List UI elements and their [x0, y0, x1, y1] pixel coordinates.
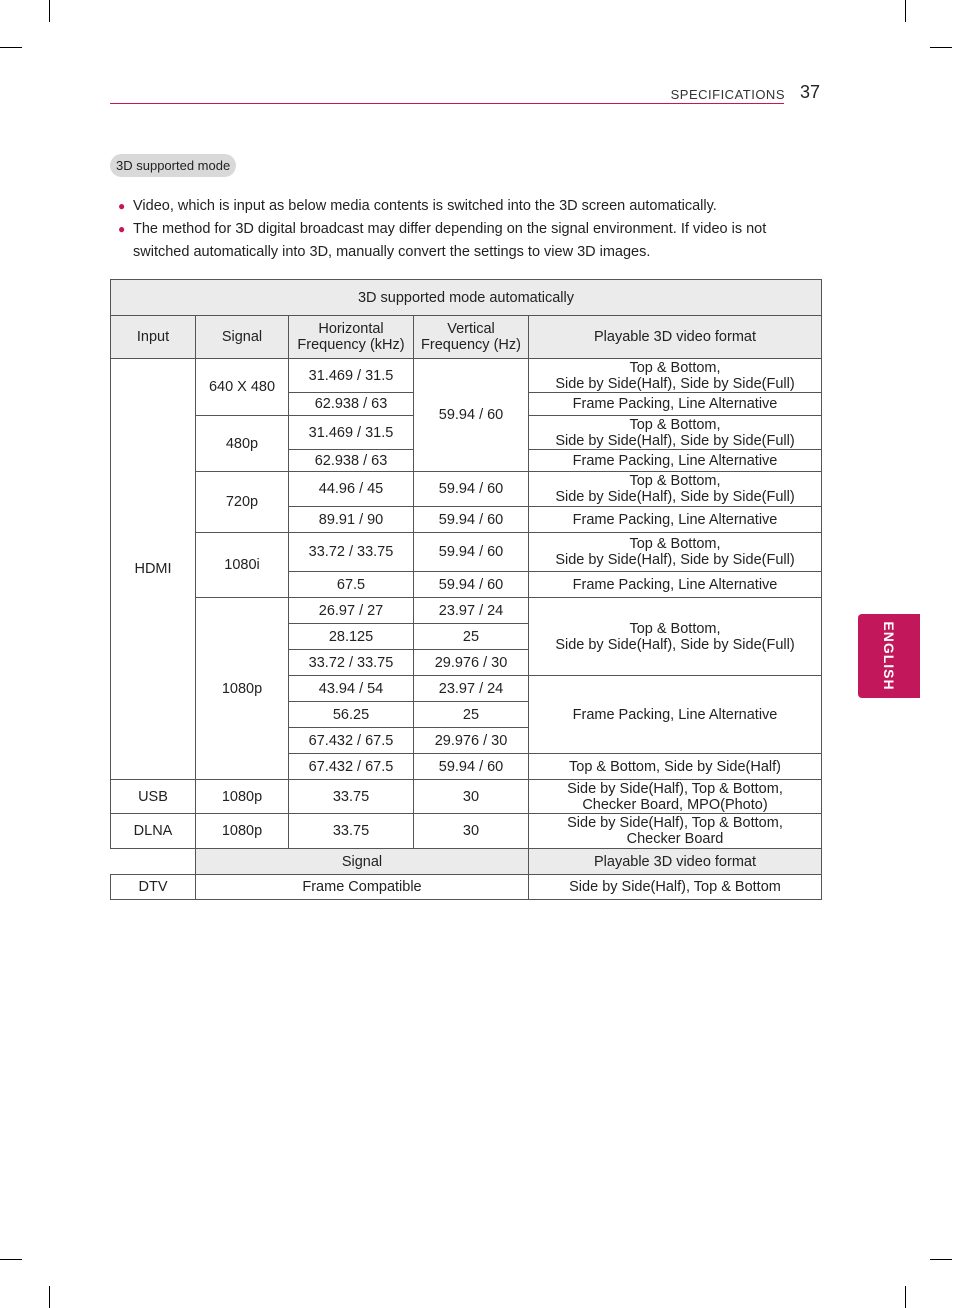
format-line: Side by Side(Half), Side by Side(Full) [555, 489, 795, 505]
hfreq-cell: 28.125 [289, 624, 414, 650]
bullet-dot-icon: ● [118, 199, 126, 213]
bullet-text: Video, which is input as below media contents is switched into the 3D screen automatically. [133, 198, 717, 214]
table-row [111, 472, 822, 507]
signal-cell: 1080p [196, 598, 289, 780]
vfreq-cell: 29.976 / 30 [414, 728, 529, 754]
header-signal: Signal [196, 316, 289, 359]
hfreq-cell: 33.75 [289, 814, 414, 849]
format-cell [529, 780, 822, 814]
hfreq-cell: 33.72 / 33.75 [289, 533, 414, 572]
format-cell [529, 416, 822, 450]
format-cell: Side by Side(Half), Top & Bottom [529, 875, 822, 900]
table-row [111, 533, 822, 572]
format-line: Top & Bottom, [629, 416, 721, 433]
empty-cell [111, 849, 196, 875]
signal-cell: Frame Compatible [196, 875, 529, 900]
input-hdmi: HDMI [111, 359, 196, 780]
vfreq-cell: 30 [414, 780, 529, 814]
input-dlna: DLNA [111, 814, 196, 849]
format-line: Side by Side(Half), Side by Side(Full) [555, 375, 795, 392]
section-title: 3D supported mode [110, 154, 236, 177]
format-cell: Frame Packing, Line Alternative [529, 450, 822, 472]
table-row [111, 780, 822, 814]
hfreq-cell: 26.97 / 27 [289, 598, 414, 624]
header-format: Playable 3D video format [529, 316, 822, 359]
signal-cell: 1080p [196, 814, 289, 849]
signal-cell: 720p [196, 472, 289, 533]
crop-mark [905, 0, 906, 22]
hfreq-cell: 33.72 / 33.75 [289, 650, 414, 676]
vfreq-cell: 59.94 / 60 [414, 472, 529, 507]
table-row [111, 814, 822, 849]
format-line: Checker Board, MPO(Photo) [582, 796, 768, 813]
format-cell [529, 359, 822, 393]
crop-mark [930, 47, 952, 48]
table-caption: 3D supported mode automatically [111, 280, 822, 316]
language-tab [858, 614, 920, 698]
table-row [111, 849, 822, 875]
vfreq-cell: 30 [414, 814, 529, 849]
vfreq-cell: 59.94 / 60 [414, 359, 529, 472]
signal-cell: 1080p [196, 780, 289, 814]
bullet-item [116, 218, 816, 264]
format-cell: Frame Packing, Line Alternative [529, 507, 822, 533]
page-number: 37 [800, 82, 821, 102]
crop-mark [930, 1259, 952, 1260]
table-row [111, 359, 822, 393]
format-line: Side by Side(Half), Top & Bottom, [567, 780, 783, 797]
bullet-item [116, 195, 816, 218]
vfreq-cell: 23.97 / 24 [414, 598, 529, 624]
hfreq-cell: 89.91 / 90 [289, 507, 414, 533]
language-tab-label: ENGLISH [881, 621, 897, 691]
hfreq-cell: 31.469 / 31.5 [289, 416, 414, 450]
format-line: Side by Side(Half), Side by Side(Full) [555, 432, 795, 449]
format-line: Side by Side(Half), Side by Side(Full) [555, 636, 795, 653]
table-row [111, 875, 822, 900]
crop-mark [0, 1259, 22, 1260]
crop-mark [49, 0, 50, 22]
format-line: Side by Side(Half), Side by Side(Full) [555, 552, 795, 568]
table-row [111, 598, 822, 624]
hfreq-cell: 43.94 / 54 [289, 676, 414, 702]
hfreq-cell: 31.469 / 31.5 [289, 359, 414, 393]
header-input: Input [111, 316, 196, 359]
dtv-header-format: Playable 3D video format [529, 849, 822, 875]
format-line: Top & Bottom, [629, 536, 721, 552]
signal-cell: 640 X 480 [196, 359, 289, 416]
hfreq-cell: 56.25 [289, 702, 414, 728]
format-cell [529, 814, 822, 849]
hfreq-cell: 44.96 / 45 [289, 472, 414, 507]
header-section-title: SPECIFICATIONS [670, 87, 785, 102]
format-cell: Frame Packing, Line Alternative [529, 676, 822, 754]
bullet-text: The method for 3D digital broadcast may differ depending on the signal environment. If video is not switched automatically into 3D, manually convert the settings to view 3D images. [133, 221, 767, 260]
vfreq-cell: 59.94 / 60 [414, 507, 529, 533]
vfreq-cell: 25 [414, 702, 529, 728]
header-vfreq: Vertical Frequency (Hz) [414, 316, 529, 359]
3d-mode-table [110, 279, 822, 900]
format-cell [529, 472, 822, 507]
vfreq-cell: 23.97 / 24 [414, 676, 529, 702]
bullet-list [116, 195, 816, 264]
crop-mark [905, 1286, 906, 1308]
crop-mark [49, 1286, 50, 1308]
crop-mark [0, 47, 22, 48]
format-cell: Frame Packing, Line Alternative [529, 572, 822, 598]
input-usb: USB [111, 780, 196, 814]
input-dtv: DTV [111, 875, 196, 900]
format-line: Side by Side(Half), Top & Bottom, [567, 815, 783, 831]
format-line: Top & Bottom, [629, 620, 721, 637]
hfreq-cell: 67.432 / 67.5 [289, 728, 414, 754]
format-line: Checker Board [626, 831, 724, 847]
hfreq-cell: 62.938 / 63 [289, 393, 414, 416]
format-cell: Frame Packing, Line Alternative [529, 393, 822, 416]
vfreq-cell: 59.94 / 60 [414, 533, 529, 572]
header-hfreq: Horizontal Frequency (kHz) [289, 316, 414, 359]
hfreq-cell: 67.432 / 67.5 [289, 754, 414, 780]
vfreq-cell: 25 [414, 624, 529, 650]
header-rule [110, 103, 784, 104]
vfreq-cell: 59.94 / 60 [414, 754, 529, 780]
format-line: Top & Bottom, [629, 359, 721, 376]
format-cell [529, 533, 822, 572]
vfreq-cell: 59.94 / 60 [414, 572, 529, 598]
vfreq-cell: 29.976 / 30 [414, 650, 529, 676]
format-line: Top & Bottom, [629, 473, 721, 489]
format-cell: Top & Bottom, Side by Side(Half) [529, 754, 822, 780]
hfreq-cell: 33.75 [289, 780, 414, 814]
signal-cell: 480p [196, 416, 289, 472]
bullet-dot-icon: ● [118, 222, 126, 236]
hfreq-cell: 62.938 / 63 [289, 450, 414, 472]
signal-cell: 1080i [196, 533, 289, 598]
format-cell [529, 598, 822, 676]
dtv-header-signal: Signal [196, 849, 529, 875]
hfreq-cell: 67.5 [289, 572, 414, 598]
